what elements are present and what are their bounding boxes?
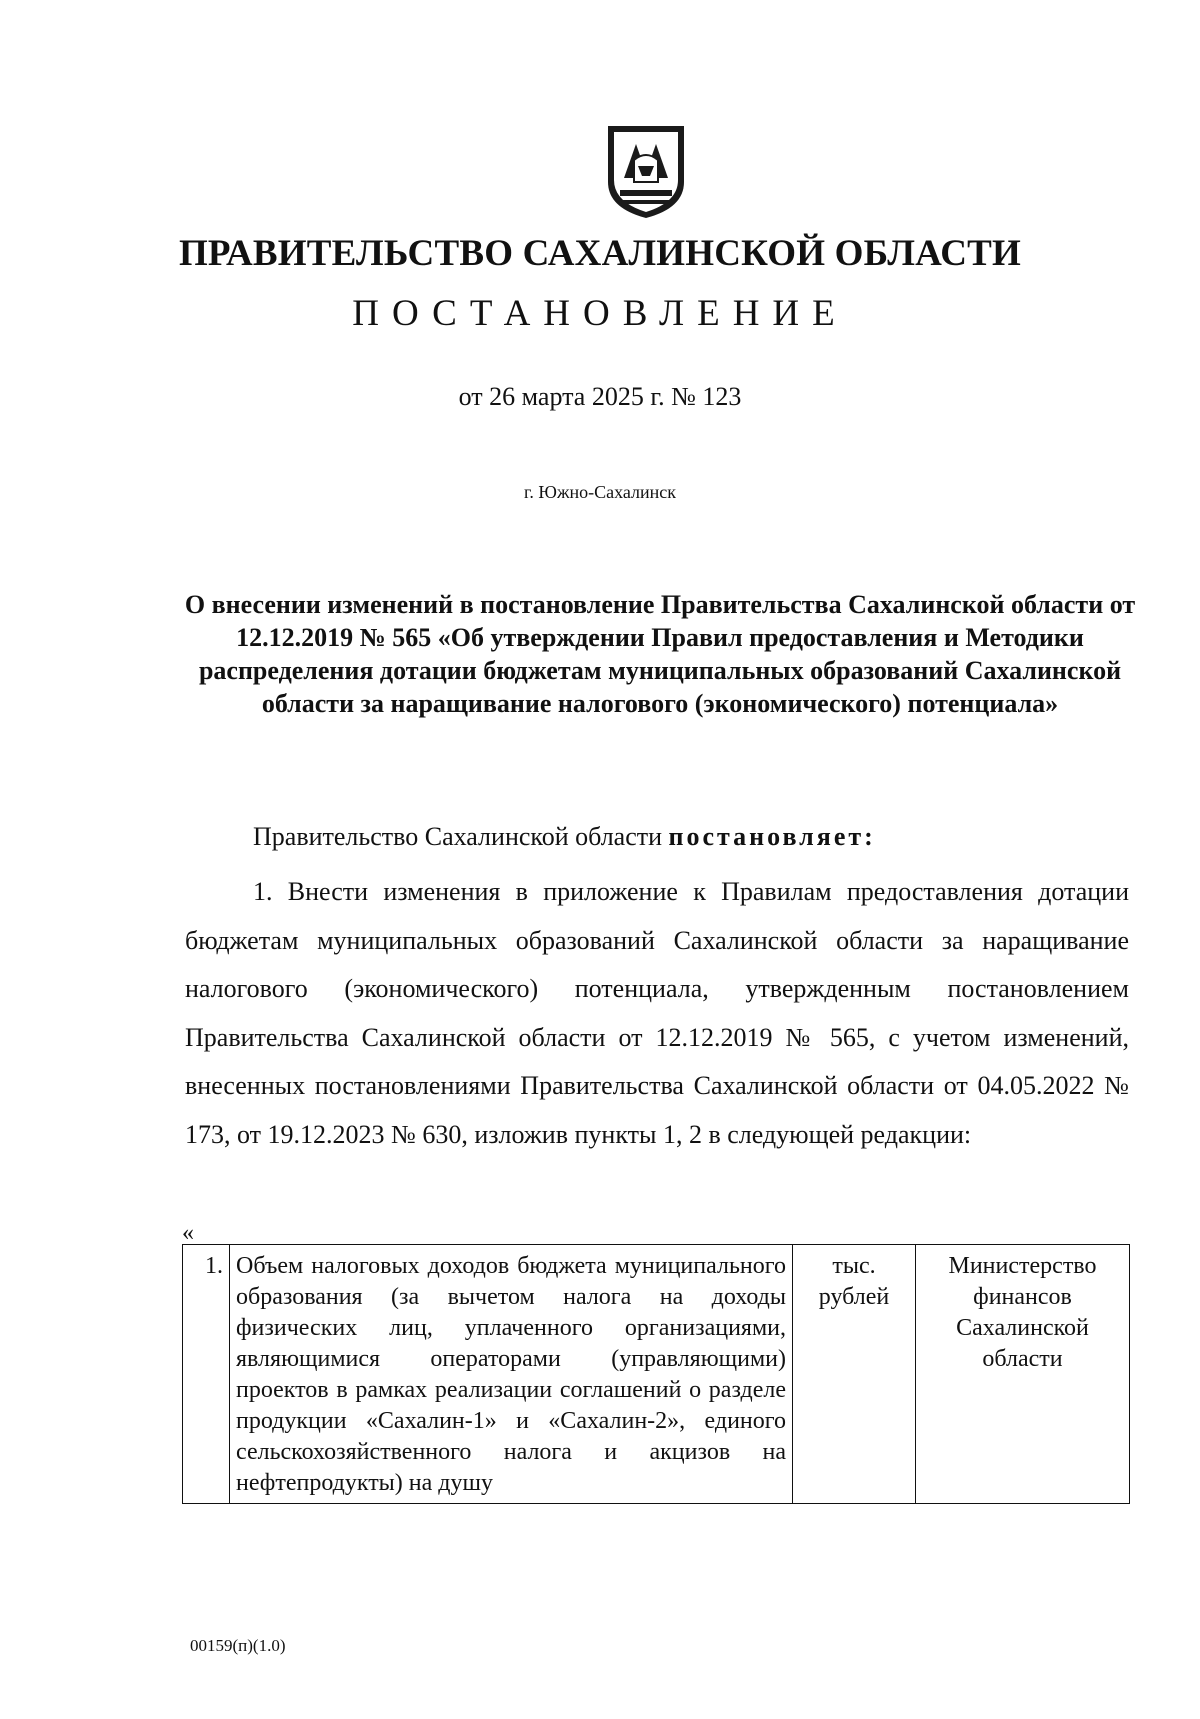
document-subject: О внесении изменений в постановление Правительства Сахалинской области от 12.12.2019 № 565 «Об утверждении Правил предоставления и Методики распределения дотации бюджетам муниципальных образований Сахалинской области за наращивание налогового (экономического) потенциала»: [184, 590, 1136, 718]
intro-text: Правительство Сахалинской области: [253, 822, 669, 851]
indicators-table: [182, 1244, 1130, 1504]
indicator-name: Объем налоговых доходов бюджета муниципального образования (за вычетом налога на доходы физических лиц, уплаченного организациями, являющимися операторами (управляющими) проектов в рамках реализации соглашений о разделе продукции «Сахалин-1» и «Сахалин-2», единого сельскохозяйственного налога и акцизов на нефтепродукты) на душу: [230, 1245, 793, 1504]
responsible-body: Министерство финансов Сахалинской области: [916, 1245, 1130, 1504]
coat-of-arms-icon: [602, 120, 690, 220]
table-row: [183, 1245, 1130, 1504]
document-code: 00159(п)(1.0): [190, 1636, 286, 1655]
resolves-word: постановляет:: [668, 822, 876, 851]
document-type: ПОСТАНОВЛЕНИЕ: [352, 293, 848, 334]
open-quote-mark: «: [182, 1220, 194, 1246]
document-date-number: от 26 марта 2025 г. № 123: [458, 382, 742, 411]
document-place: г. Южно-Сахалинск: [523, 482, 677, 502]
unit-of-measure: тыс. рублей: [793, 1245, 916, 1504]
row-number: 1.: [183, 1245, 230, 1504]
resolution-intro: [185, 822, 1129, 852]
resolution-item-1: 1. Внести изменения в приложение к Правилам предоставления дотации бюджетам муниципальных образований Сахалинской области за наращивание налогового (экономического) потенциала, утвержденным постановлением Правительства Сахалинской области от 12.12.2019 № 565, с учетом изменений, внесенных постановлениями Правительства Сахалинской области от 04.05.2022 № 173, от 19.12.2023 № 630, изложив пункты 1, 2 в следующей редакции:: [185, 877, 1129, 1149]
organization-title: ПРАВИТЕЛЬСТВО САХАЛИНСКОЙ ОБЛАСТИ: [178, 233, 1022, 274]
